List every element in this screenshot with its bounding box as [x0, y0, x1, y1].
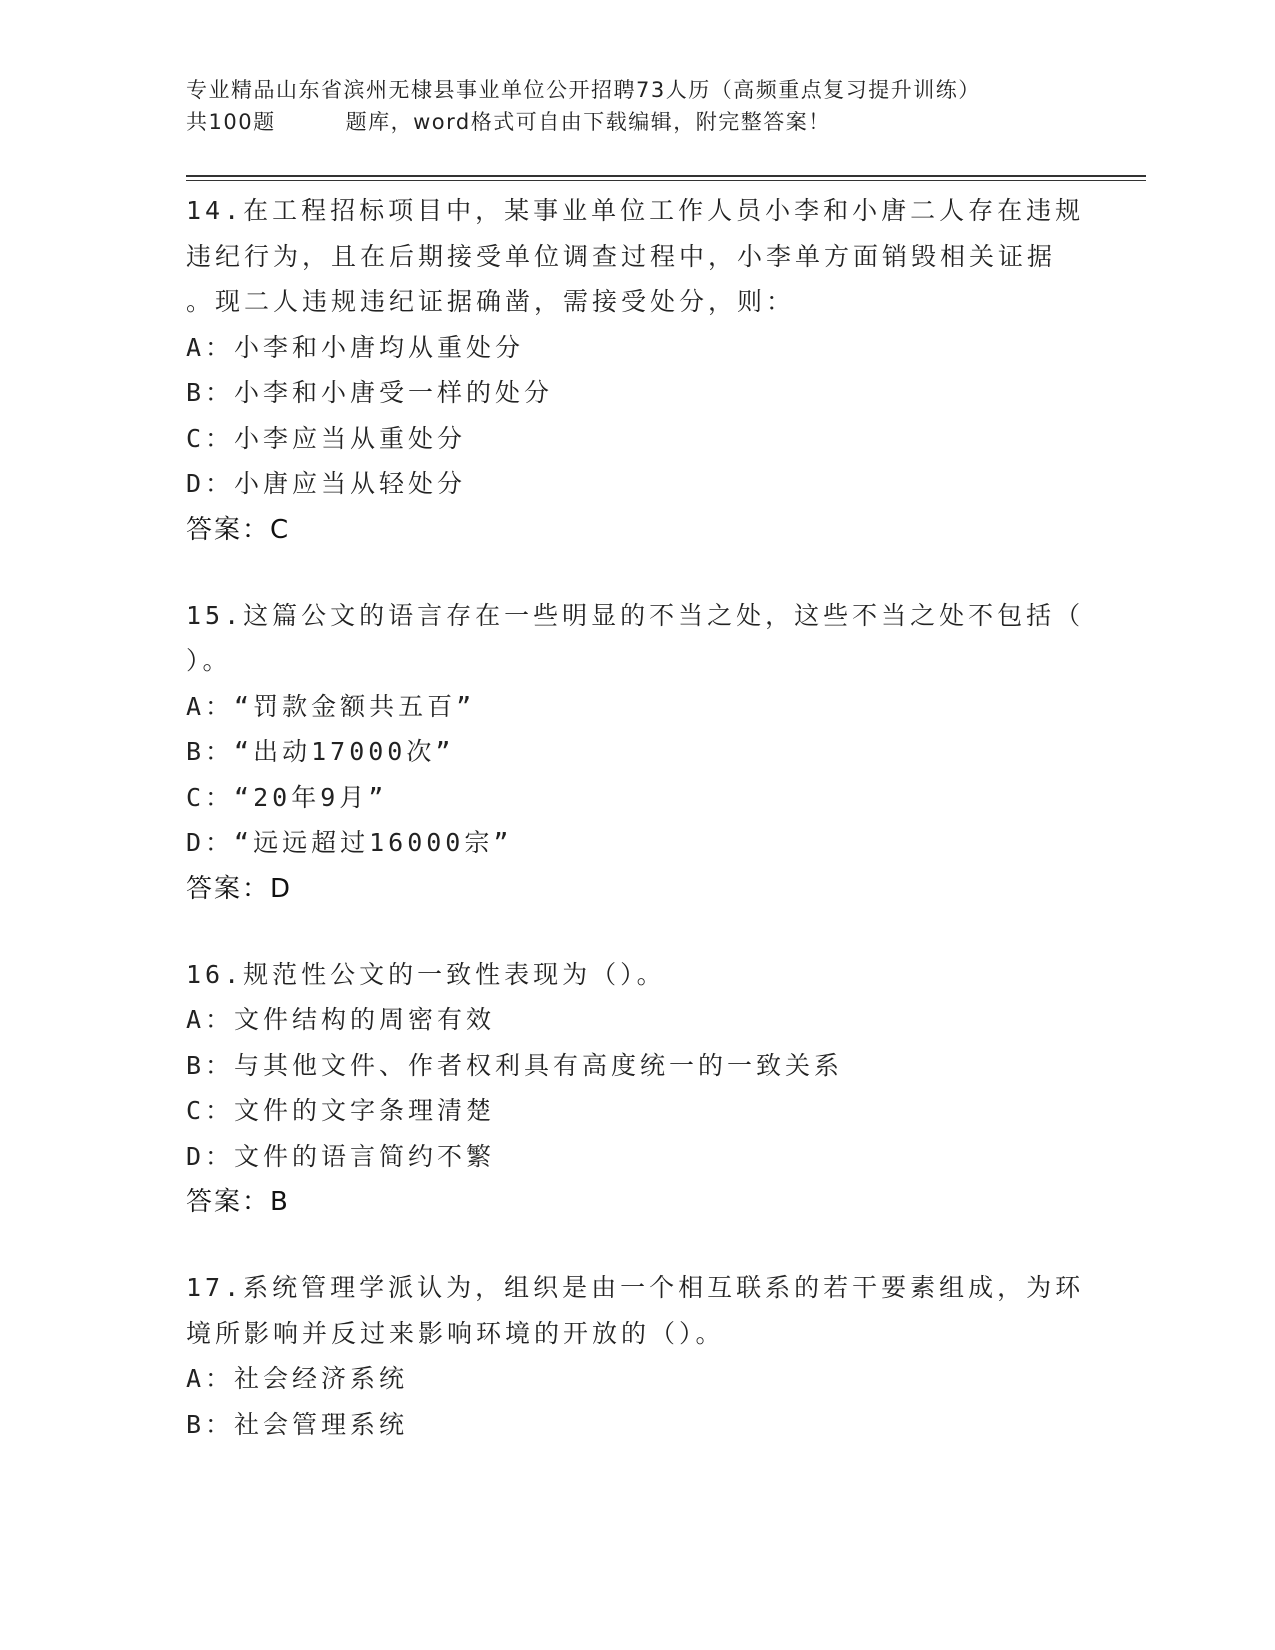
stem-line: 16.规范性公文的一致性表现为（）。: [186, 959, 666, 989]
question-16: [186, 952, 1086, 1226]
question-stem: [186, 593, 1086, 684]
header-description: 题库，word格式可自由下载编辑，附完整答案！: [345, 110, 831, 134]
option-b: B：社会管理系统: [186, 1409, 409, 1439]
stem-line: 14.在工程招标项目中，某事业单位工作人员小李和小唐二人存在违规: [186, 196, 1085, 225]
question-stem: [186, 188, 1086, 325]
header-divider-thick: [186, 175, 1146, 177]
answer-line: 答案：C: [186, 514, 291, 545]
question-14: [186, 188, 1086, 553]
answer-line: 答案：D: [186, 873, 293, 904]
option-c: C：小李应当从重处分: [186, 423, 467, 453]
question-stem: [186, 1265, 1086, 1356]
question-17: [186, 1265, 1086, 1447]
option-d: D：小唐应当从轻处分: [186, 469, 467, 498]
option-a: A：“罚款金额共五百”: [186, 691, 476, 721]
option-b: B：小李和小唐受一样的处分: [186, 378, 554, 407]
option-a: A：小李和小唐均从重处分: [186, 332, 525, 362]
option-c: C：文件的文字条理清楚: [186, 1096, 496, 1125]
option-b: B：与其他文件、作者权利具有高度统一的一致关系: [186, 1050, 844, 1080]
document-header: [186, 74, 1146, 138]
stem-line: 17.系统管理学派认为，组织是由一个相互联系的若干要素组成，为环: [186, 1273, 1085, 1302]
header-title-line: 专业精品山东省滨州无棣县事业单位公开招聘73人历（高频重点复习提升训练）: [186, 78, 981, 102]
option-a: A：社会经济系统: [186, 1364, 409, 1393]
stem-line: ）。: [186, 646, 232, 675]
stem-line: 境所影响并反过来影响环境的开放的（）。: [186, 1318, 725, 1348]
option-d: D：文件的语言简约不繁: [186, 1141, 496, 1171]
header-question-count: 共100题: [186, 110, 276, 134]
header-subtitle-line: [186, 106, 1146, 138]
question-list: [186, 188, 1086, 1487]
question-stem: [186, 952, 1086, 998]
stem-line: 违纪行为，且在后期接受单位调查过程中，小李单方面销毁相关证据: [186, 241, 1057, 271]
header-divider-thin: [186, 180, 1146, 181]
option-a: A：文件结构的周密有效: [186, 1005, 496, 1034]
answer-line: 答案：B: [186, 1187, 290, 1217]
question-15: [186, 593, 1086, 912]
option-b: B：“出动17000次”: [186, 737, 455, 766]
option-c: C：“20年9月”: [186, 782, 388, 812]
stem-line: 15.这篇公文的语言存在一些明显的不当之处，这些不当之处不包括（: [186, 600, 1085, 630]
option-d: D：“远远超过16000宗”: [186, 828, 513, 857]
stem-line: 。现二人违规违纪证据确凿，需接受处分，则：: [186, 287, 796, 316]
